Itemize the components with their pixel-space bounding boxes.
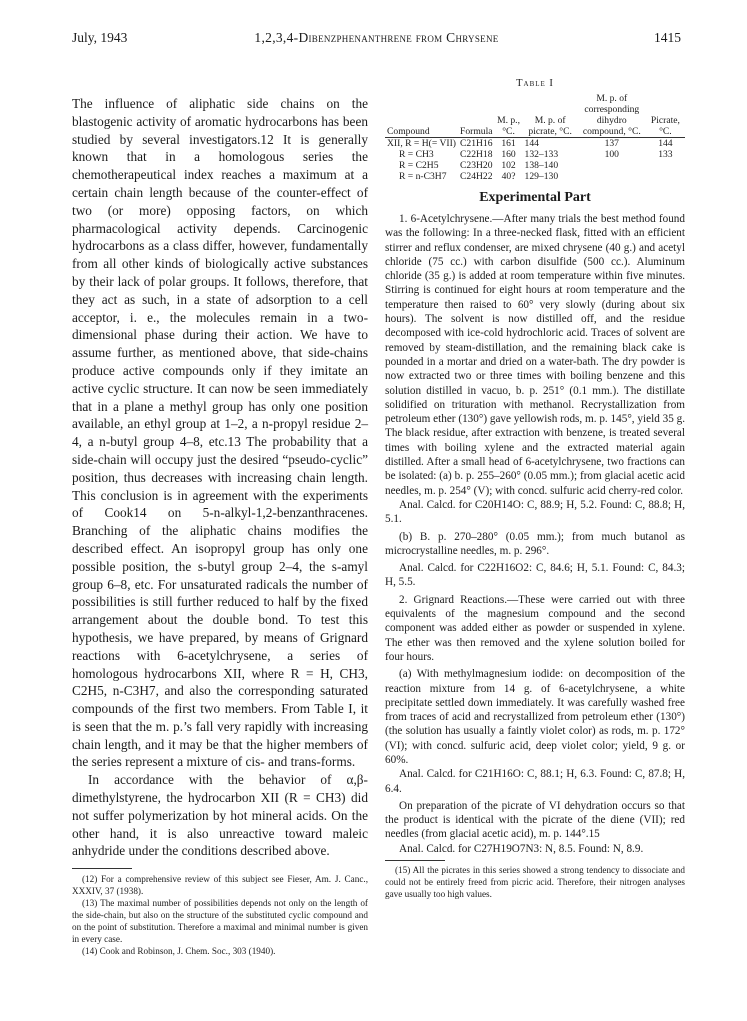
footnote-14: (14) Cook and Robinson, J. Chem. Soc., 303 (1940). (82, 946, 276, 957)
exp-paragraph-3: (b) B. p. 270–280° (0.05 mm.); from much butanol as microcrystalline needles, m. p. 296°. (385, 530, 685, 557)
cell-mp: 161 (501, 138, 516, 149)
cell-compound: R = C2H5 (399, 160, 439, 171)
footnote-rule (72, 868, 132, 869)
col-mp: M. p., °C. (495, 93, 523, 138)
cell-picrate: 129–130 (524, 171, 559, 182)
cell-formula: C21H16 (460, 138, 493, 149)
left-paragraph-1: The influence of aliphatic side chains on the blastogenic activity of aromatic hydrocarbons has been studied by several investigators.12 It is generally known that in a homologous series the chemotherapeutical index reaches a maximum at a certain chain length because of the counter-effect of two (or more) opposing factors, on which pharmacological activity depends. Carcinogenic hydrocarbons as a class differ, however, fundamentally from all other kinds of biologically active substances by their lack of polar groups. It follows, therefore, that they act as such, in a state of adsorption to a cell acceptor, i. e., the molecules remain in a two-dimensional phase during their action. We have to assume further, as mentioned above, that side-chains produce active compounds only if they imitate an active cyclic structure. It can now be seen immediately that in a plane a methyl group has only one position available, an ethyl group at 1–2, a n-propyl residue 2–4, a n-butyl group 4–8, etc.13 The probability that a side-chain will occupy just the desired “pseudo-cyclic” position, thus decreases with increasing chain length. This conclusion is in agreement with the experiments of Cook14 on 5-n-alkyl-1,2-benzanthracenes. Branching of the aliphatic chains modifies the described effect. An isopropyl group has only one possible position, the s-butyl group 2–4, the s-amyl group 6–8, etc. For unsaturated radicals the number of possibilities is still further reduced to half by the fixed arrangement about the double bond. To test this hypothesis, we have prepared, by means of Grignard reactions with 6-acetylchrysene, a series of homologous hydrocarbons XII, where R = H, CH3, C2H5, n-C3H7, and also the corresponding saturated compounds of the first two members. From Table I, it is seen that the m. p.’s fall very rapidly with increasing chain length, and it may be that the higher members of the series represent a mixture of cis- and trans-forms. (72, 96, 368, 770)
experimental-body (385, 212, 685, 856)
exp-paragraph-7: Anal. Calcd. for C21H16O: C, 88.1; H, 6.3. Found: C, 87.8; H, 6.4. (385, 768, 685, 795)
cell-dihydro-picrate: 144 (658, 138, 673, 149)
table-row (385, 171, 685, 182)
exp-paragraph-4: Anal. Calcd. for C22H16O2: C, 84.6; H, 5.1. Found: C, 84.3; H, 5.5. (385, 562, 685, 589)
cell-dihydro (578, 171, 646, 182)
cell-dihydro (578, 160, 646, 171)
cell-formula: C23H20 (460, 160, 493, 171)
col-compound: Compound (385, 93, 458, 138)
table-row (385, 149, 685, 160)
table-row (385, 138, 685, 150)
cell-dihydro-picrate: 133 (658, 149, 673, 160)
col-mp-picrate: M. p. of picrate, °C. (523, 93, 578, 138)
section-heading: Experimental Part (479, 190, 591, 205)
cell-dihydro-picrate (646, 171, 685, 182)
col-mp-dihydro: M. p. of corresponding dihydro compound, °C. (578, 93, 646, 138)
cell-mp: 160 (501, 149, 516, 160)
exp-paragraph-8: On preparation of the picrate of VI dehydration occurs so that the product is identical with the picrate of the diene (VII); red needles (from glacial acetic acid), m. p. 144°.15 (385, 799, 685, 841)
left-column (72, 95, 368, 957)
footnote-rule-right (385, 860, 445, 861)
cell-compound: R = n-C3H7 (399, 171, 447, 182)
cell-formula: C24H22 (460, 171, 493, 182)
table-row (385, 160, 685, 171)
cell-mp: 40? (501, 171, 516, 182)
cell-dihydro: 100 (604, 149, 619, 160)
col-dihydro-picrate: Picrate, °C. (646, 93, 685, 138)
cell-picrate: 132–133 (524, 149, 559, 160)
table-1 (385, 93, 685, 182)
exp-paragraph-2: Anal. Calcd. for C20H14O: C, 88.9; H, 5.2. Found: C, 88.8; H, 5.1. (385, 498, 685, 526)
exp-paragraph-5: 2. Grignard Reactions.—These were carried out with three equivalents of the magnesium compound and the second component was added either as powder or suspended in xylene. The ether was then removed and the xylene solution boiled for four hours. (385, 593, 685, 663)
left-footnotes (72, 868, 368, 957)
cell-compound: XII, R = H(= VII) (387, 138, 456, 149)
table-header-row (385, 93, 685, 138)
footnote-15: (15) All the picrates in this series showed a strong tendency to dissociate and could not be entirely freed from picric acid. Therefore, their nitrogen analyses gave usually too high values. (385, 865, 685, 900)
cell-formula: C22H18 (460, 149, 493, 160)
exp-paragraph-9: Anal. Calcd. for C27H19O7N3: N, 8.5. Found: N, 8.9. (399, 842, 644, 855)
col-formula: Formula (458, 93, 495, 138)
header-date: July, 1943 (72, 30, 128, 45)
cell-dihydro: 137 (604, 138, 619, 149)
left-paragraph-2: In accordance with the behavior of α,β-dimethylstyrene, the hydrocarbon XII (R = CH3) did not suffer polymerization by hot mineral acids. On the other hand, it is also unreactive toward maleic anhydride under the conditions described above. (72, 772, 368, 859)
exp-paragraph-6: (a) With methylmagnesium iodide: on decomposition of the reaction mixture from 14 g. of 6-acetylchrysene, a white precipitate settled down immediately. It was carefully washed free from traces of acid and recrystallized from petroleum ether (130°) (the solution has usually a faintly violet color) as rods, m. p. 172° (VI); with concd. sulfuric acid, deep violet color; yield, 9 g. or 60%. (385, 668, 685, 766)
cell-picrate: 144 (524, 138, 539, 149)
header-page-number: 1415 (654, 30, 681, 45)
exp-paragraph-1: 1. 6-Acetylchrysene.—After many trials the best method found was the following: In a three-necked flask, fitted with an efficient stirrer and reflux condenser, are mixed chrysene (40 g.) and acetyl chloride (75 cc.) with carbon disulfide (500 cc.). Aluminum chloride (35 g.) is added at room temperature within five minutes. Stirring is continued for eight hours at room temperature and the temperature then raised to 60° very slowly (during about six hours). The solvent is now distilled off, and the residue decomposed with ice-cold hydrochloric acid. Traces of solvent are removed by steam-distillation, and the remaining black cake is pounded in a mortar and dried on a water-bath. The dry powder is now extracted two or three times with boiling benzene and this solution distilled in vacuo, b. p. 251° (0.1 mm.). The distillate solidified on trituration with methanol. Recrystallization from petroleum ether (130°) gave yellowish rods, m. p. 145°, yield 35 g. The black residue, after extraction with benzene, is treated several times with boiling xylene and the extracted material again distilled. After a small head of 6-acetylchrysene, two fractions can be isolated: (a) b. p. 255–260° (0.05 mm.); from glacial acetic acid needles, m. p. 254° (V); with concd. sulfuric acid cherry-red color. (385, 213, 685, 497)
right-column (385, 78, 685, 900)
cell-dihydro-picrate (646, 160, 685, 171)
cell-mp: 102 (501, 160, 516, 171)
footnote-12: (12) For a comprehensive review of this subject see Fieser, Am. J. Canc., XXXIV, 37 (1938). (72, 874, 368, 897)
running-header (72, 30, 681, 50)
cell-picrate: 138–140 (524, 160, 559, 171)
cell-compound: R = CH3 (399, 149, 434, 160)
header-title: 1,2,3,4-Dibenzphenanthrene from Chrysene (254, 30, 499, 45)
table-caption: Table I (516, 78, 554, 89)
footnote-13: (13) The maximal number of possibilities depends not only on the length of the side-chain, but also on the structure of the substituted cyclic compound and on the point of substitution. Therefore a maximal and minimal number is given in every case. (72, 898, 368, 945)
